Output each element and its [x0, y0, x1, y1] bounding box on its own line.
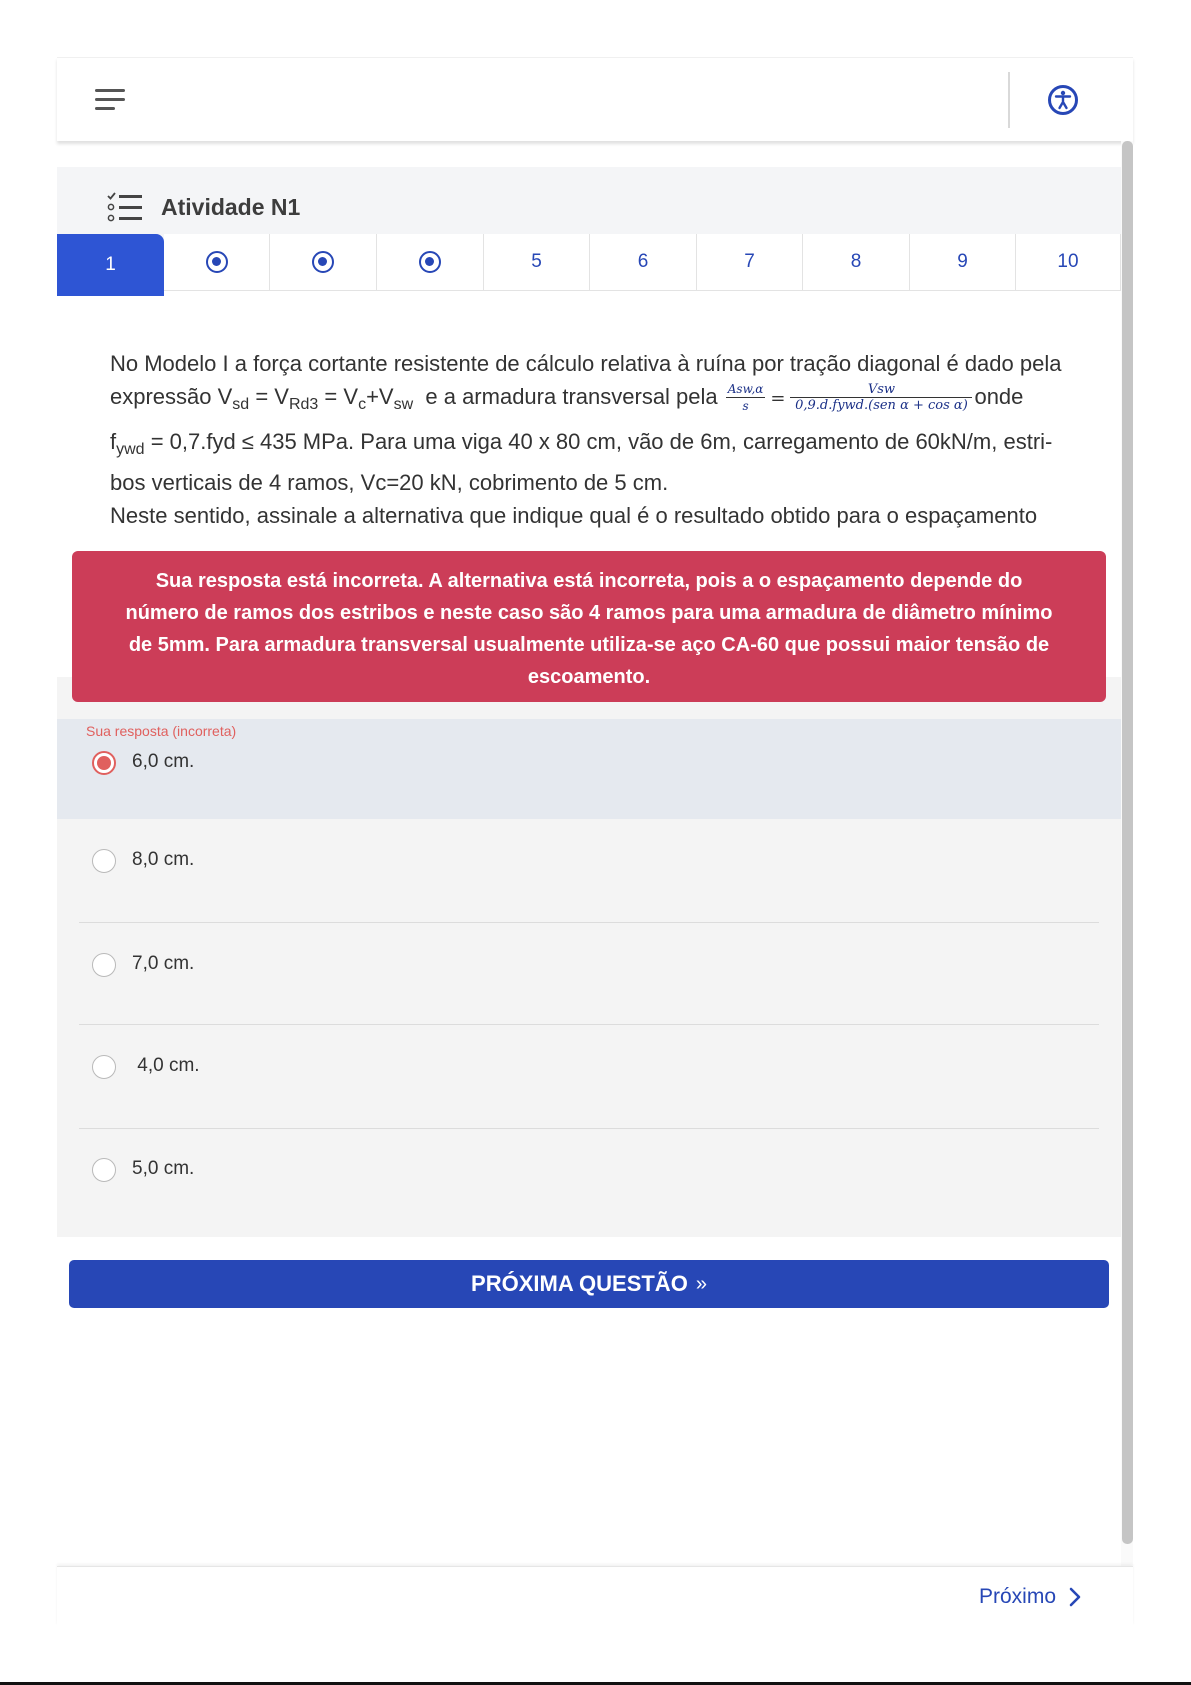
tab-question-3[interactable] — [270, 234, 377, 291]
scrollbar-thumb[interactable] — [1122, 141, 1133, 1544]
tab-question-2[interactable] — [164, 234, 270, 291]
answer-label: 8,0 cm. — [132, 849, 195, 870]
next-question-button[interactable] — [69, 1260, 1109, 1308]
tab-question-8[interactable] — [803, 234, 910, 291]
app-frame — [57, 57, 1133, 1625]
footer-bar — [57, 1566, 1133, 1626]
checklist-icon — [107, 191, 143, 223]
answer-option-5[interactable] — [57, 1129, 1121, 1229]
chevron-right-icon — [1068, 1586, 1082, 1608]
next-link-label: Próximo — [979, 1585, 1057, 1608]
answered-dot-icon — [419, 251, 441, 273]
answered-dot-icon — [312, 251, 334, 273]
radio-selected-icon[interactable] — [92, 751, 116, 775]
tab-question-4[interactable] — [377, 234, 484, 291]
formula-right-fraction: $\frac{\text{Vsw}}{\text{0,9.d.fywd.(sen α + cos α)}}$ — [790, 382, 972, 414]
double-chevron-right-icon: » — [695, 1272, 707, 1295]
answer-label: 7,0 cm. — [132, 953, 195, 974]
top-bar — [57, 57, 1133, 141]
tab-label: 9 — [957, 251, 968, 272]
selected-answer-hint: Sua resposta (incorreta) — [86, 723, 237, 739]
answer-option-3[interactable] — [57, 923, 1121, 1025]
radio-icon[interactable] — [92, 1055, 116, 1079]
tab-question-7[interactable] — [697, 234, 803, 291]
tab-label: 8 — [850, 251, 862, 272]
question-line: $f_{ywd} = 0,7.fyd \le 435$ MPa. Para uma viga 40 x 80 cm, vão de 6m, carregamento de 60kN/m, estri- — [110, 429, 1053, 458]
header-divider — [1008, 72, 1010, 128]
tab-question-10[interactable] — [1016, 234, 1121, 291]
question-line: bos verticais de 4 ramos, Vc=20 kN, cobrimento de 5 cm. — [110, 470, 669, 495]
radio-icon[interactable] — [92, 1158, 116, 1182]
answer-options — [57, 677, 1121, 1237]
menu-icon[interactable] — [95, 89, 125, 111]
question-line: expressão $V_{sd} = V_{Rd3} = V_c+V_{sw}$ e a armadura transversal pela $\frac{\text{Asw,α}}{s}$ = $\frac{\text{Vsw}}{\text{0,9.d.fywd.(sen α + cos α)}}$ onde — [110, 382, 1024, 414]
tab-label: 6 — [637, 251, 649, 272]
radio-icon[interactable] — [92, 849, 116, 873]
formula-equals: = — [770, 387, 786, 409]
radio-icon[interactable] — [92, 953, 116, 977]
answer-option-4[interactable] — [57, 1025, 1121, 1129]
tab-label: 5 — [531, 251, 542, 272]
feedback-banner: Sua resposta está incorreta. A alternativa está incorreta, pois a o espaçamento depende do número de ramos dos estribos e neste caso são 4 ramos para uma armadura de diâmetro mínimo de 5mm. Para armadura transversal usualmente utiliza-se aço CA-60 que possui maior tensão de escoamento. — [72, 551, 1106, 702]
tab-question-6[interactable] — [590, 234, 697, 291]
answer-option-2[interactable] — [57, 819, 1121, 923]
question-text — [110, 347, 1070, 532]
tab-label: 1 — [105, 254, 116, 275]
answered-dot-icon — [206, 251, 228, 273]
question-tabs — [57, 234, 1121, 291]
answer-label: 6,0 cm. — [132, 751, 195, 772]
tab-question-1[interactable] — [57, 234, 164, 296]
accessibility-icon[interactable] — [1047, 84, 1079, 116]
question-line: No Modelo I a força cortante resistente de cálculo relativa à ruína por tração diagonal é dado pela — [110, 351, 1062, 376]
answer-option-1[interactable] — [57, 719, 1121, 819]
answer-label: 5,0 cm. — [132, 1158, 195, 1179]
answer-label: 4,0 cm. — [132, 1055, 200, 1076]
formula-left-fraction: $\frac{\text{Asw,α}}{s}$ — [727, 382, 764, 414]
tab-question-5[interactable] — [484, 234, 590, 291]
tab-question-9[interactable] — [910, 234, 1016, 291]
next-question-label: PRÓXIMA QUESTÃO — [471, 1271, 688, 1296]
question-line: Neste sentido, assinale a alternativa que indique qual é o resultado obtido para o espaçamento — [110, 503, 1038, 528]
tab-label: 7 — [744, 251, 755, 272]
next-link[interactable] — [979, 1585, 1082, 1609]
activity-title: Atividade N1 — [161, 194, 301, 220]
tab-label: 10 — [1057, 251, 1079, 272]
